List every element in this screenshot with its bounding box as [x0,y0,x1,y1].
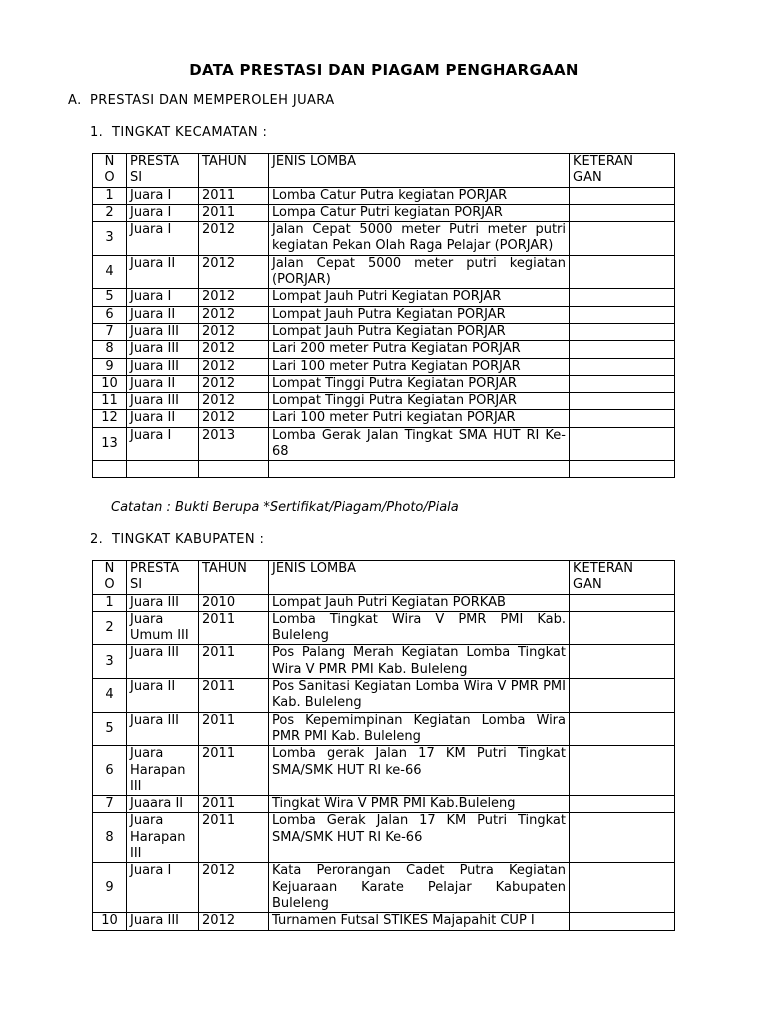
cell-keterangan [570,393,675,410]
cell-jenis-lomba: Pos Sanitasi Kegiatan Lomba Wira V PMR PMI Kab. Buleleng [269,679,570,713]
cell-prestasi: Juara II [127,679,199,713]
kecamatan-table [92,153,675,478]
header-no: N O [93,154,127,188]
cell-prestasi: Juara III [127,358,199,375]
cell-no: 9 [93,863,127,913]
table-row [93,594,675,611]
table-row [93,461,675,478]
cell-no: 4 [93,679,127,713]
cell-tahun: 2012 [199,358,269,375]
table-row [93,796,675,813]
subsection-label: TINGKAT KABUPATEN : [112,532,265,547]
cell-jenis-lomba: Lompat Tinggi Putra Kegiatan PORJAR [269,393,570,410]
header-prestasi: PRESTA SI [127,154,199,188]
cell-tahun: 2011 [199,611,269,645]
cell-no: 5 [93,712,127,746]
table-row [93,393,675,410]
cell-prestasi: Juara II [127,255,199,289]
cell-tahun: 2011 [199,187,269,204]
cell-jenis-lomba: Lari 200 meter Putra Kegiatan PORJAR [269,341,570,358]
cell-keterangan [570,679,675,713]
cell-keterangan [570,594,675,611]
subsection-kecamatan-heading [90,125,267,140]
cell-prestasi: Juara III [127,393,199,410]
section-a-heading [68,93,334,108]
cell-no: 1 [93,187,127,204]
cell-tahun: 2012 [199,323,269,340]
cell-prestasi: Juara III [127,645,199,679]
cell-prestasi: Juara I [127,863,199,913]
table-row [93,645,675,679]
cell-tahun: 2011 [199,813,269,863]
table-row [93,611,675,645]
subsection-number: 1. [90,125,104,140]
cell-prestasi: Juara Umum III [127,611,199,645]
cell-no: 5 [93,289,127,306]
cell-tahun: 2012 [199,306,269,323]
table-row [93,712,675,746]
header-tahun: TAHUN [199,561,269,595]
kabupaten-table-body [93,594,675,930]
cell-tahun: 2011 [199,204,269,221]
cell-keterangan [570,410,675,427]
table-row [93,746,675,796]
cell-keterangan [570,712,675,746]
cell-tahun: 2012 [199,393,269,410]
cell-prestasi: Juara III [127,712,199,746]
cell-keterangan [570,222,675,256]
table-row [93,323,675,340]
cell-prestasi: Juara III [127,323,199,340]
cell-prestasi: Juaara II [127,796,199,813]
cell-no: 10 [93,913,127,930]
cell-prestasi: Juara II [127,306,199,323]
cell-keterangan [570,813,675,863]
subsection-number: 2. [90,532,104,547]
cell-keterangan [570,375,675,392]
table-row [93,863,675,913]
table-row [93,375,675,392]
cell-jenis-lomba: Lomba gerak Jalan 17 KM Putri Tingkat SMA/SMK HUT RI ke-66 [269,746,570,796]
table-row [93,813,675,863]
cell-no: 9 [93,358,127,375]
kecamatan-table-body [93,187,675,478]
cell-jenis-lomba: Lomba Catur Putra kegiatan PORJAR [269,187,570,204]
cell-keterangan [570,746,675,796]
header-keterangan: KETERAN GAN [570,154,675,188]
header-jenis-lomba: JENIS LOMBA [269,561,570,595]
cell-prestasi: Juara Harapan III [127,813,199,863]
cell-jenis-lomba: Lomba Gerak Jalan Tingkat SMA HUT RI Ke-68 [269,427,570,461]
cell-tahun: 2012 [199,913,269,930]
cell-jenis-lomba [269,461,570,478]
cell-keterangan [570,913,675,930]
cell-no [93,461,127,478]
table-row [93,306,675,323]
cell-keterangan [570,306,675,323]
table-row [93,358,675,375]
cell-no: 6 [93,306,127,323]
subsection-label: TINGKAT KECAMATAN : [112,125,268,140]
cell-keterangan [570,323,675,340]
cell-prestasi: Juara II [127,410,199,427]
cell-no: 8 [93,813,127,863]
cell-tahun: 2011 [199,796,269,813]
header-tahun: TAHUN [199,154,269,188]
cell-jenis-lomba: Lomba Tingkat Wira V PMR PMI Kab. Buleleng [269,611,570,645]
cell-jenis-lomba: Lompa Catur Putri kegiatan PORJAR [269,204,570,221]
header-jenis-lomba: JENIS LOMBA [269,154,570,188]
cell-tahun: 2011 [199,746,269,796]
cell-keterangan [570,611,675,645]
cell-prestasi: Juara Harapan III [127,746,199,796]
cell-keterangan [570,204,675,221]
cell-prestasi [127,461,199,478]
cell-tahun: 2012 [199,410,269,427]
cell-tahun: 2011 [199,712,269,746]
cell-no: 11 [93,393,127,410]
cell-tahun: 2011 [199,679,269,713]
note-text: Catatan : Bukti Berupa *Sertifikat/Piagam/Photo/Piala [111,500,459,515]
cell-tahun: 2012 [199,222,269,256]
cell-jenis-lomba: Turnamen Futsal STIKES Majapahit CUP I [269,913,570,930]
cell-no: 1 [93,594,127,611]
kabupaten-table [92,560,675,931]
cell-prestasi: Juara I [127,289,199,306]
table-row [93,913,675,930]
cell-keterangan [570,358,675,375]
cell-jenis-lomba: Lompat Jauh Putri Kegiatan PORKAB [269,594,570,611]
cell-prestasi: Juara III [127,341,199,358]
cell-keterangan [570,863,675,913]
header-keterangan: KETERAN GAN [570,561,675,595]
table-row [93,255,675,289]
cell-prestasi: Juara III [127,594,199,611]
cell-no: 2 [93,204,127,221]
cell-tahun: 2012 [199,863,269,913]
cell-jenis-lomba: Kata Perorangan Cadet Putra Kegiatan Kejuaraan Karate Pelajar Kabupaten Buleleng [269,863,570,913]
table-row [93,222,675,256]
cell-keterangan [570,796,675,813]
header-prestasi: PRESTA SI [127,561,199,595]
cell-tahun [199,461,269,478]
cell-no: 8 [93,341,127,358]
cell-tahun: 2012 [199,255,269,289]
cell-keterangan [570,187,675,204]
cell-jenis-lomba: Tingkat Wira V PMR PMI Kab.Buleleng [269,796,570,813]
cell-no: 3 [93,222,127,256]
cell-jenis-lomba: Lompat Jauh Putra Kegiatan PORJAR [269,323,570,340]
cell-no: 3 [93,645,127,679]
section-a-label: PRESTASI DAN MEMPEROLEH JUARA [90,93,335,108]
cell-prestasi: Juara I [127,204,199,221]
document-title: DATA PRESTASI DAN PIAGAM PENGHARGAAN [189,61,579,79]
cell-jenis-lomba: Lompat Jauh Putri Kegiatan PORJAR [269,289,570,306]
table-header-row [93,561,675,595]
cell-jenis-lomba: Pos Kepemimpinan Kegiatan Lomba Wira PMR PMI Kab. Buleleng [269,712,570,746]
cell-jenis-lomba: Lompat Jauh Putra Kegiatan PORJAR [269,306,570,323]
cell-prestasi: Juara I [127,222,199,256]
cell-no: 12 [93,410,127,427]
cell-prestasi: Juara I [127,187,199,204]
cell-keterangan [570,461,675,478]
cell-no: 7 [93,323,127,340]
table-row [93,289,675,306]
cell-no: 6 [93,746,127,796]
section-a-letter: A. [68,93,82,108]
cell-keterangan [570,645,675,679]
cell-no: 10 [93,375,127,392]
table-row [93,679,675,713]
cell-prestasi: Juara II [127,375,199,392]
cell-tahun: 2011 [199,645,269,679]
cell-tahun: 2012 [199,341,269,358]
cell-keterangan [570,427,675,461]
cell-jenis-lomba: Lari 100 meter Putra Kegiatan PORJAR [269,358,570,375]
table-row [93,187,675,204]
table-row [93,427,675,461]
cell-no: 7 [93,796,127,813]
cell-jenis-lomba: Lari 100 meter Putri kegiatan PORJAR [269,410,570,427]
table-row [93,204,675,221]
cell-no: 2 [93,611,127,645]
cell-tahun: 2013 [199,427,269,461]
cell-tahun: 2012 [199,375,269,392]
cell-tahun: 2010 [199,594,269,611]
cell-jenis-lomba: Lompat Tinggi Putra Kegiatan PORJAR [269,375,570,392]
cell-keterangan [570,341,675,358]
table-row [93,410,675,427]
cell-jenis-lomba: Jalan Cepat 5000 meter putri kegiatan (PORJAR) [269,255,570,289]
cell-keterangan [570,255,675,289]
cell-keterangan [570,289,675,306]
table-row [93,341,675,358]
cell-no: 13 [93,427,127,461]
cell-jenis-lomba: Lomba Gerak Jalan 17 KM Putri Tingkat SMA/SMK HUT RI Ke-66 [269,813,570,863]
cell-prestasi: Juara III [127,913,199,930]
cell-prestasi: Juara I [127,427,199,461]
header-no: N O [93,561,127,595]
cell-no: 4 [93,255,127,289]
subsection-kabupaten-heading [90,532,264,547]
cell-jenis-lomba: Pos Palang Merah Kegiatan Lomba Tingkat Wira V PMR PMI Kab. Buleleng [269,645,570,679]
table-header-row [93,154,675,188]
cell-jenis-lomba: Jalan Cepat 5000 meter Putri meter putri kegiatan Pekan Olah Raga Pelajar (PORJAR) [269,222,570,256]
cell-tahun: 2012 [199,289,269,306]
